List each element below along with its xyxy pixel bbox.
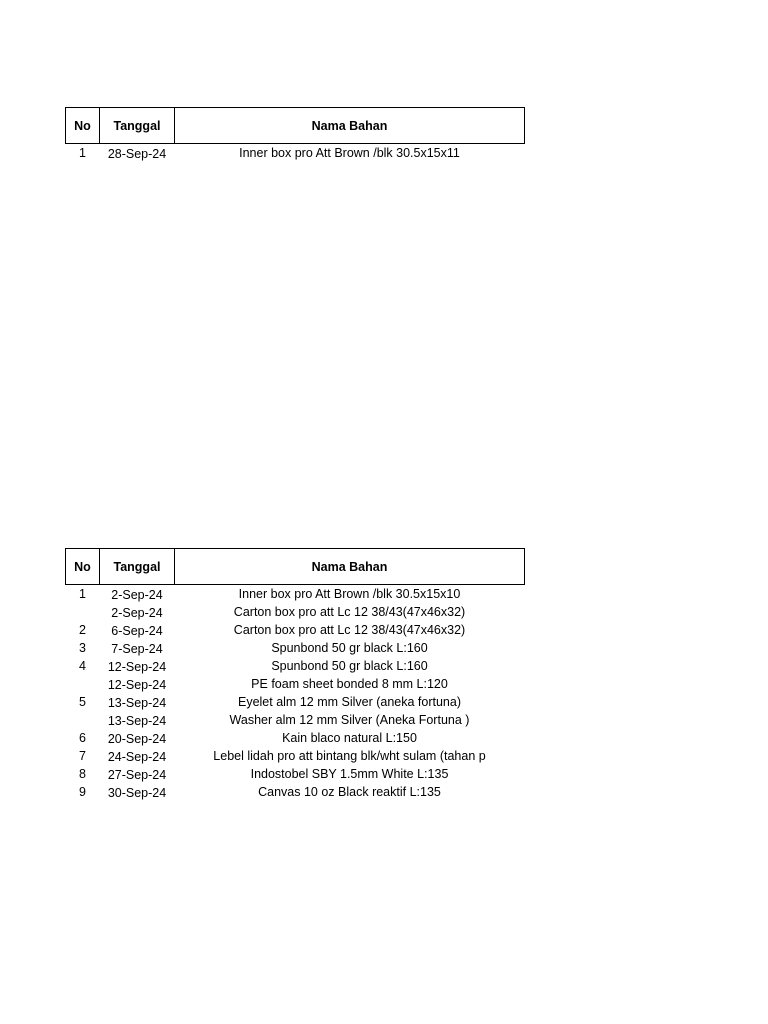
row-no: 7 — [79, 749, 86, 763]
row-no: 1 — [79, 146, 86, 160]
row-tanggal: 13-Sep-24 — [107, 714, 167, 728]
header-row — [66, 108, 525, 144]
row-nama-bahan: Inner box pro Att Brown /blk 30.5x15x10 — [238, 587, 461, 601]
table-body — [66, 144, 525, 163]
table-row — [66, 657, 525, 675]
table-row — [66, 711, 525, 729]
row-tanggal: 20-Sep-24 — [107, 732, 167, 746]
row-tanggal: 28-Sep-24 — [107, 147, 167, 161]
table-header — [66, 549, 525, 585]
table-row — [66, 621, 525, 639]
row-tanggal: 12-Sep-24 — [107, 660, 167, 674]
row-no: 4 — [79, 659, 86, 673]
row-tanggal: 6-Sep-24 — [111, 624, 163, 638]
row-no: 6 — [79, 731, 86, 745]
row-no: 1 — [79, 587, 86, 601]
header-no: No — [66, 108, 100, 144]
row-nama-bahan: Indostobel SBY 1.5mm White L:135 — [250, 767, 449, 781]
table-row — [66, 144, 525, 163]
material-table-2 — [65, 548, 525, 801]
row-tanggal: 2-Sep-24 — [111, 606, 163, 620]
header-no: No — [66, 549, 100, 585]
header-nama-bahan: Nama Bahan — [175, 108, 525, 144]
row-nama-bahan: Inner box pro Att Brown /blk 30.5x15x11 — [239, 146, 460, 160]
table-row — [66, 729, 525, 747]
table-row — [66, 675, 525, 693]
header-tanggal: Tanggal — [100, 549, 175, 585]
row-nama-bahan: Lebel lidah pro att bintang blk/wht sulam (tahan p — [213, 749, 486, 763]
table-row — [66, 639, 525, 657]
table-row — [66, 585, 525, 604]
row-nama-bahan: Washer alm 12 mm Silver (Aneka Fortuna ) — [229, 713, 470, 727]
row-no: 5 — [79, 695, 86, 709]
header-tanggal: Tanggal — [100, 108, 175, 144]
row-nama-bahan: Eyelet alm 12 mm Silver (aneka fortuna) — [237, 695, 461, 709]
row-tanggal: 30-Sep-24 — [107, 786, 167, 800]
row-no: 8 — [79, 767, 86, 781]
row-no — [66, 711, 100, 729]
table-row — [66, 603, 525, 621]
material-table-1 — [65, 107, 525, 162]
row-no: 9 — [79, 785, 86, 799]
row-no: 2 — [79, 623, 86, 637]
table-row — [66, 747, 525, 765]
row-nama-bahan: Carton box pro att Lc 12 38/43(47x46x32) — [233, 623, 466, 637]
row-tanggal: 7-Sep-24 — [111, 642, 163, 656]
table-body — [66, 585, 525, 802]
row-tanggal: 24-Sep-24 — [107, 750, 167, 764]
row-nama-bahan: Kain blaco natural L:150 — [282, 731, 417, 745]
row-nama-bahan: Spunbond 50 gr black L:160 — [271, 659, 428, 673]
table-row — [66, 783, 525, 801]
row-no: 3 — [79, 641, 86, 655]
row-nama-bahan: Spunbond 50 gr black L:160 — [271, 641, 428, 655]
table-header — [66, 108, 525, 144]
row-tanggal: 27-Sep-24 — [107, 768, 167, 782]
header-row — [66, 549, 525, 585]
row-no — [66, 675, 100, 693]
row-nama-bahan: PE foam sheet bonded 8 mm L:120 — [251, 677, 448, 691]
header-nama-bahan: Nama Bahan — [175, 549, 525, 585]
row-tanggal: 13-Sep-24 — [107, 696, 167, 710]
row-tanggal: 12-Sep-24 — [107, 678, 167, 692]
table-row — [66, 765, 525, 783]
row-nama-bahan: Canvas 10 oz Black reaktif L:135 — [258, 785, 441, 799]
row-no — [66, 603, 100, 621]
row-nama-bahan: Carton box pro att Lc 12 38/43(47x46x32) — [233, 605, 466, 619]
table-row — [66, 693, 525, 711]
row-tanggal: 2-Sep-24 — [111, 588, 163, 602]
